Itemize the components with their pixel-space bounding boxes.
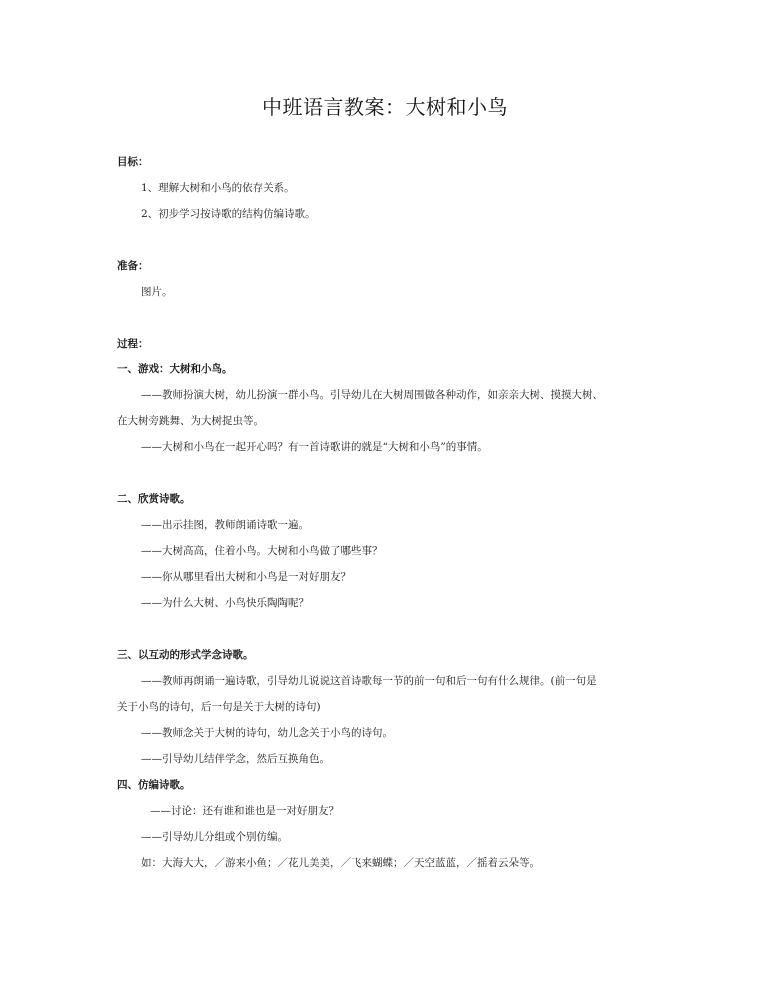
section3-line: ——教师念关于大树的诗句，幼儿念关于小鸟的诗句。 [141,727,393,739]
section1-line: ——教师扮演大树，幼儿扮演一群小鸟。引导幼儿在大树周围做各种动作，如亲亲大树、摸摸大树、 [141,389,603,401]
section2-line: ——为什么大树、小鸟快乐陶陶呢？ [141,597,309,609]
section4-line: ——引导幼儿分组或个别仿编。 [141,831,288,843]
section3-line: 关于小鸟的诗句，后一句是关于大树的诗句) [117,701,321,713]
section2-line: ——大树高高，住着小鸟。大树和小鸟做了哪些事？ [141,545,383,557]
section2-line: ——出示挂图，教师朗诵诗歌一遍。 [141,519,309,531]
preparation-heading: 准备： [117,260,149,272]
section3-line: ——引导幼儿结伴学念，然后互换角色。 [141,753,330,765]
goal-item: 2、初步学习按诗歌的结构仿编诗歌。 [141,208,316,220]
section3-heading: 三、以互动的形式学念诗歌。 [117,649,254,661]
process-heading: 过程： [117,338,149,350]
section3-line: ——教师再朗诵一遍诗歌，引导幼儿说说这首诗歌每一节的前一句和后一句有什么规律。(前一句是 [141,675,597,687]
section2-line: ——你从哪里看出大树和小鸟是一对好朋友？ [141,571,351,583]
preparation-text: 图片。 [141,286,173,298]
section4-heading: 四、仿编诗歌。 [117,779,191,791]
goals-heading: 目标： [117,156,149,168]
section1-line: ——大树和小鸟在一起开心吗？有一首诗歌讲的就是“大树和小鸟”的事情。 [141,441,488,453]
section4-line: ——讨论：还有谁和谁也是一对好朋友？ [150,805,339,817]
section4-line: 如：大海大大，／游来小鱼；／花儿美美，／飞来蝴蝶；／天空蓝蓝，／摇着云朵等。 [141,857,540,869]
goal-item: 1、理解大树和小鸟的依存关系。 [141,182,295,194]
section1-line: 在大树旁跳舞、为大树捉虫等。 [117,415,264,427]
section1-heading: 一、游戏：大树和小鸟。 [117,363,233,375]
section2-heading: 二、欣赏诗歌。 [117,493,191,505]
page-title: 中班语言教案：大树和小鸟 [262,95,508,119]
